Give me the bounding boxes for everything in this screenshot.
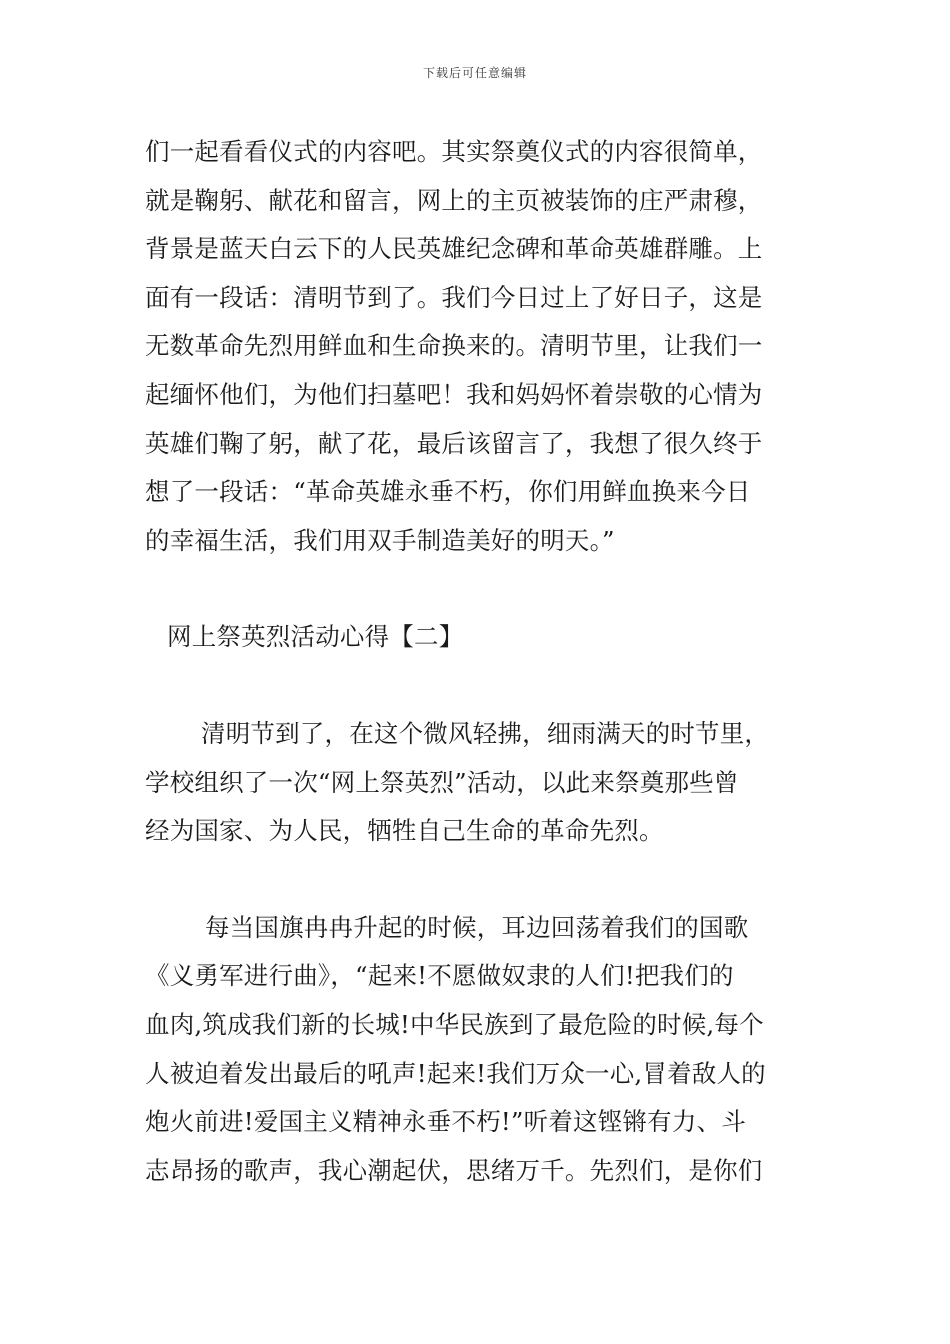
text-line: 炮火前进!爱国主义精神永垂不朽!”听着这铿锵有力、斗	[145, 1107, 746, 1137]
paragraph-gap	[145, 856, 810, 904]
text-line: 清明节到了，在这个微风轻拂，细雨满天的时节里，	[201, 718, 770, 748]
text-line: 们一起看看仪式的内容吧。其实祭奠仪式的内容很简单，	[145, 137, 763, 166]
text-line: 起缅怀他们，为他们扫墓吧！我和妈妈怀着崇敬的心情为	[145, 379, 763, 409]
text-line: 面有一段话：清明节到了。我们今日过上了好日子，这是	[145, 282, 763, 312]
text-line: 英雄们鞠了躬，献了花，最后该留言了，我想了很久终于	[145, 428, 763, 458]
text-line: 人被迫着发出最后的吼声!起来!我们万众一心,冒着敌人的	[145, 1058, 766, 1088]
text-line: 《义勇军进行曲》，“起来!不愿做奴隶的人们!把我们的	[145, 961, 734, 991]
text-line: 血肉,筑成我们新的长城!中华民族到了最危险的时候,每个	[145, 1009, 764, 1039]
text-line: 学校组织了一次“网上祭英烈”活动，以此来祭奠那些曾	[145, 767, 739, 797]
document-body	[145, 128, 810, 1195]
paragraph-gap	[145, 662, 810, 710]
text-line: 就是鞠躬、献花和留言，网上的主页被装饰的庄严肃穆，	[145, 185, 763, 215]
text-line: 的幸福生活，我们用双手制造美好的明天。”	[145, 525, 615, 555]
text-line: 每当国旗冉冉升起的时候，耳边回荡着我们的国歌	[205, 912, 749, 942]
paragraph-3	[145, 904, 810, 1196]
paragraph-2	[145, 710, 810, 856]
text-line: 背景是蓝天白云下的人民英雄纪念碑和革命英雄群雕。上	[145, 234, 763, 264]
text-line: 想了一段话：“革命英雄永垂不朽，你们用鲜血换来今日	[145, 477, 751, 507]
text-line: 无数革命先烈用鲜血和生命换来的。清明节里，让我们一	[145, 331, 763, 361]
text-line: 经为国家、为人民，牺牲自己生命的革命先烈。	[145, 816, 664, 846]
paragraph-1	[145, 128, 810, 565]
section-title: 网上祭英烈活动心得【二】	[167, 622, 464, 652]
text-line: 志昂扬的歌声，我心潮起伏，思绪万千。先烈们，是你们	[145, 1155, 763, 1185]
paragraph-gap	[145, 565, 810, 613]
page-header: 下载后可任意编辑	[422, 66, 527, 80]
